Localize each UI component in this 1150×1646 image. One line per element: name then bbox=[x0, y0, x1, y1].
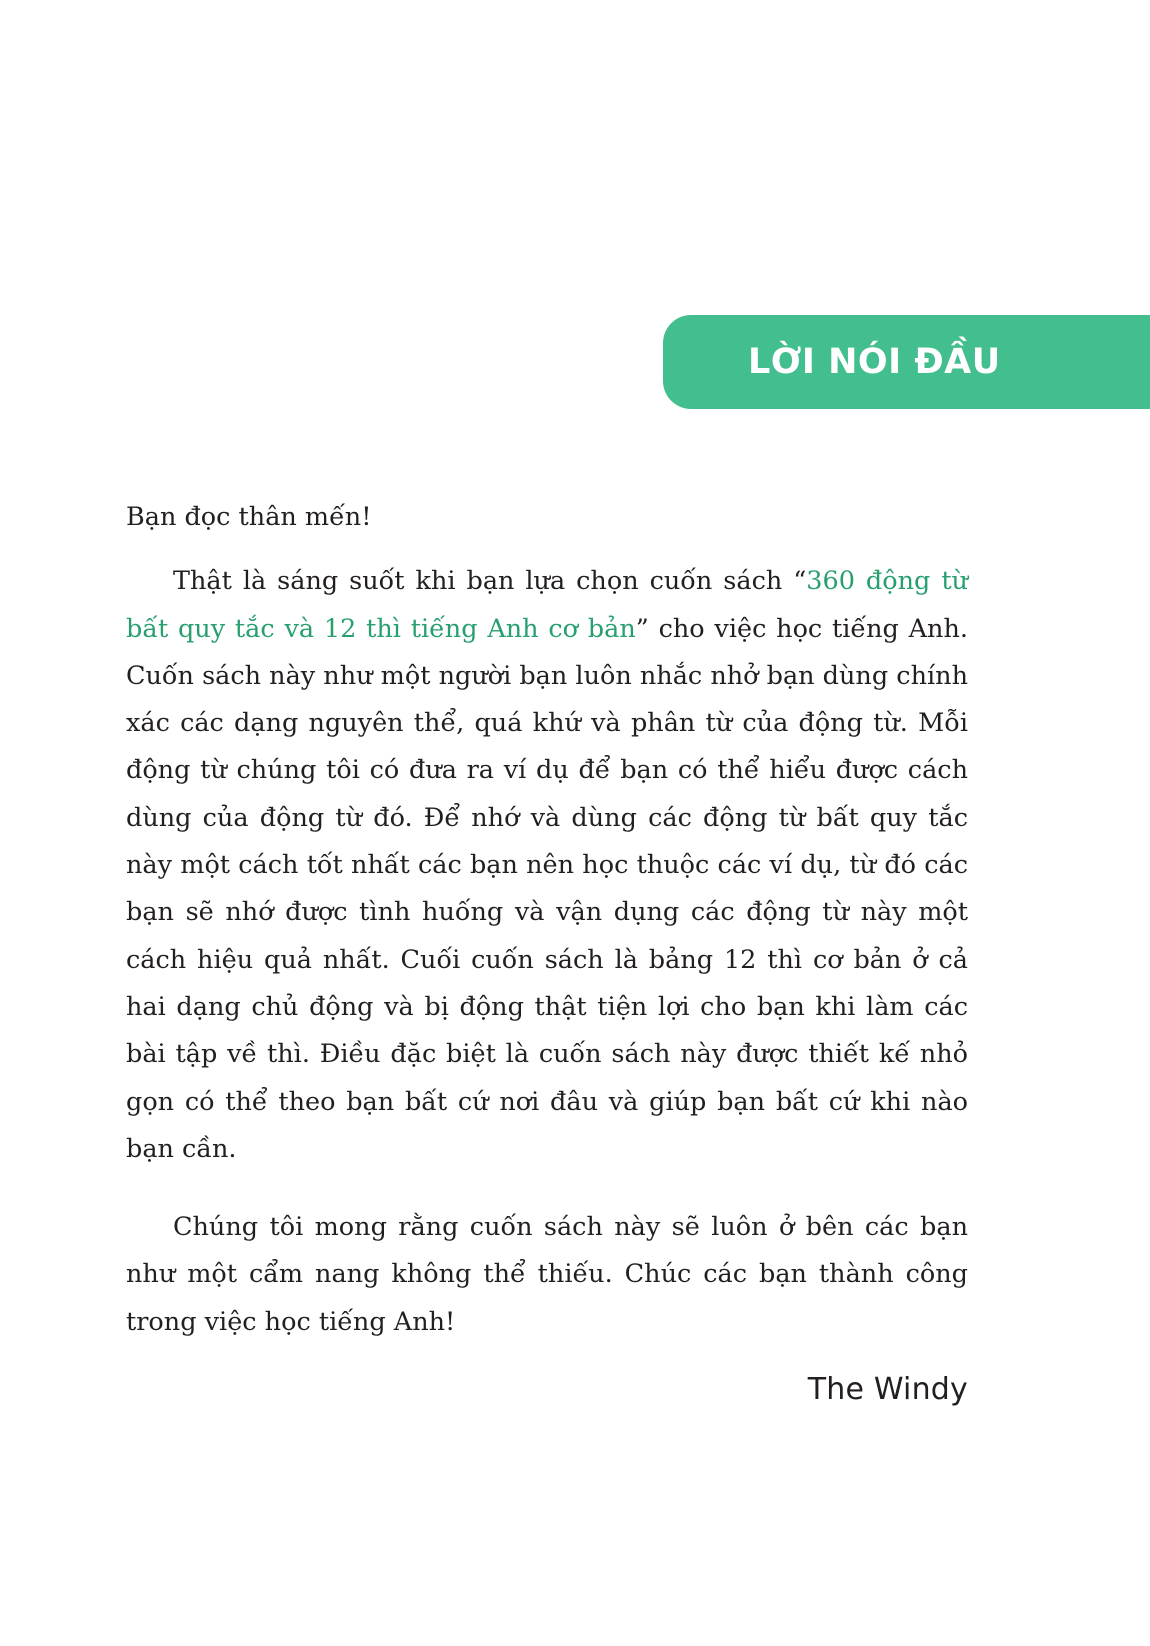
paragraph-2: Chúng tôi mong rằng cuốn sách này sẽ luôn ở bên các bạn như một cẩm nang không thể thiếu. Chúc các bạn thành công trong việc học tiếng Anh! bbox=[126, 1212, 968, 1337]
paragraph-1-rest: ” cho việc học tiếng Anh. Cuốn sách này như một người bạn luôn nhắc nhở bạn dùng chính xác các dạng nguyên thể, quá khứ và phân từ của động từ. Mỗi động từ chúng tôi có đưa ra ví dụ để bạn có thể hiểu được cách dùng của động từ đó. Để nhớ và dùng các động từ bất quy tắc này một cách tốt nhất các bạn nên học thuộc các ví dụ, từ đó các bạn sẽ nhớ được tình huống và vận dụng các động từ này một cách hiệu quả nhất. Cuối cuốn sách là bảng 12 thì cơ bản ở cả hai dạng chủ động và bị động thật tiện lợi cho bạn khi làm các bài tập về thì. Điều đặc biệt là cuốn sách này được thiết kế nhỏ gọn có thể theo bạn bất cứ nơi đâu và giúp bạn bất cứ khi nào bạn cần. bbox=[126, 613, 968, 1164]
signature: The Windy bbox=[807, 1372, 968, 1407]
preface-body bbox=[126, 494, 968, 1346]
title-banner bbox=[663, 315, 1150, 409]
book-title: 360 động từ bất quy tắc và 12 thì tiếng Anh cơ bản bbox=[126, 566, 968, 644]
paragraph-1-intro: Thật là sáng suốt khi bạn lựa chọn cuốn sách “ bbox=[173, 566, 807, 597]
salutation: Bạn đọc thân mến! bbox=[126, 502, 372, 532]
page-title: LỜI NÓI ĐẦU bbox=[748, 342, 1001, 382]
paragraph-1 bbox=[126, 558, 968, 1173]
